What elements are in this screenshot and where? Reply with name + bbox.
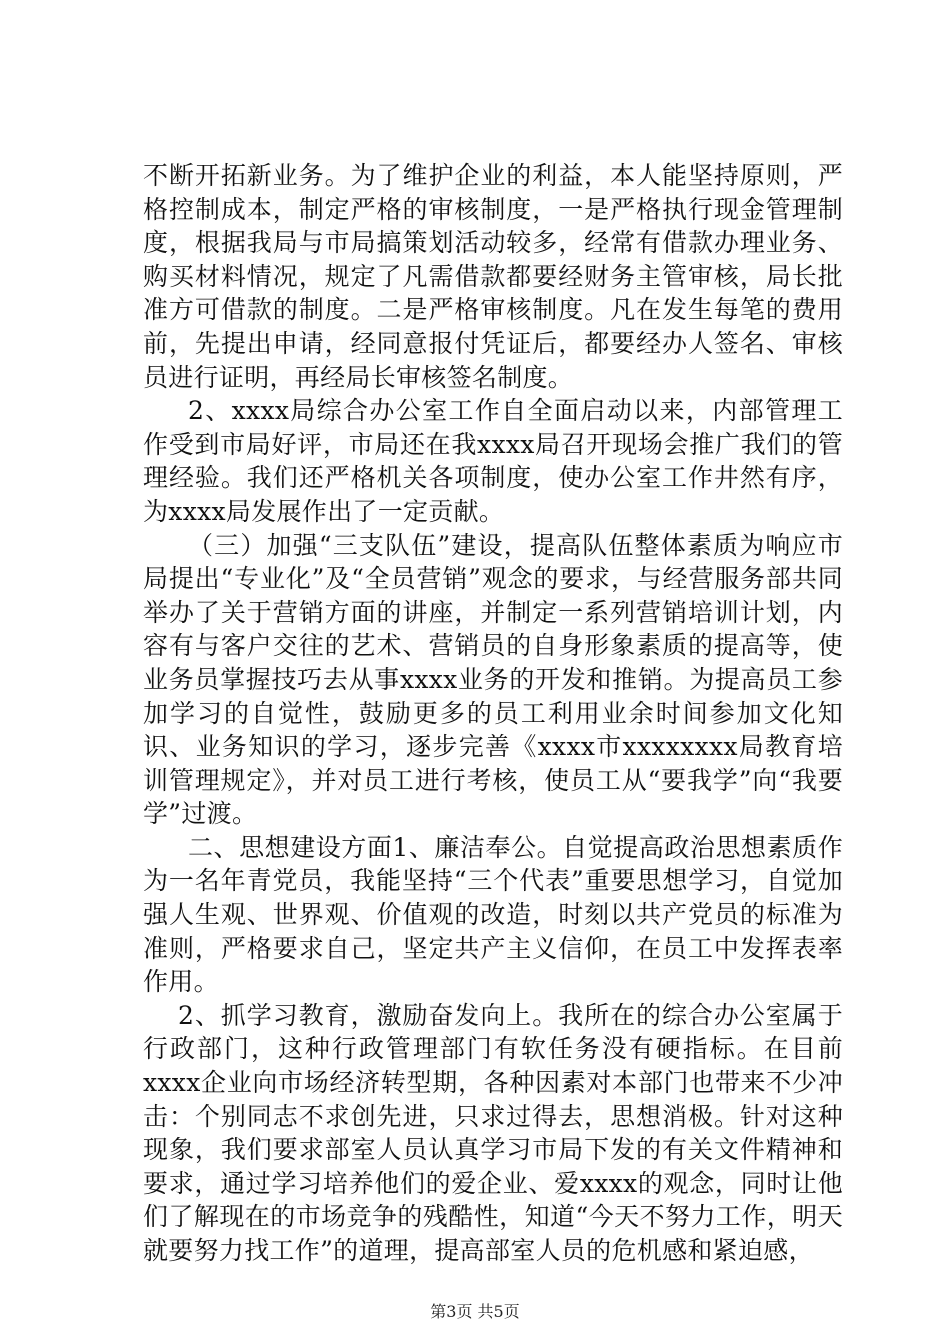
paragraph-1: 不断开拓新业务。为了维护企业的利益，本人能坚持原则，严格控制成本，制定严格的审核制度，一是严格执行现金管理制度，根据我局与市局搞策划活动较多，经常有借款办理业务、购买材料情况，规定了凡需借款都要经财务主管审核，局长批准方可借款的制度。二是严格审核制度。凡在发生每笔的费用前，先提出申请，经同意报付凭证后，都要经办人签名、审核员进行证明，再经局长审核签名制度。 bbox=[143, 161, 843, 392]
paragraph-4: 二、思想建设方面1、廉洁奉公。自觉提高政治思想素质作为一名年青党员，我能坚持“三个代表”重要思想学习，自觉加强人生观、世界观、价值观的改造，时刻以共产党员的标准为准则，严格要求自己，坚定共产主义信仰，在员工中发挥表率作用。 bbox=[143, 832, 843, 997]
paragraph-3: （三）加强“三支队伍”建设，提高队伍整体素质为响应市局提出“专业化”及“全员营销”观念的要求，与经营服务部共同举办了关于营销方面的讲座，并制定一系列营销培训计划，内容有与客户交往的艺术、营销员的自身形象素质的提高等，使业务员掌握技巧去从事xxxx业务的开发和推销。为提高员工参加学习的自觉性，鼓励更多的员工利用业余时间参加文化知识、业务知识的学习，逐步完善《xxxx市xxxxxxxx局教育培训管理规定》，并对员工进行考核，使员工从“要我学”向“我要学”过渡。 bbox=[143, 530, 843, 829]
paragraph-5: 2、抓学习教育，激励奋发向上。我所在的综合办公室属于行政部门，这种行政管理部门有软任务没有硬指标。在目前xxxx企业向市场经济转型期，各种因素对本部门也带来不少冲击：个别同志不求创先进，只求过得去，思想消极。针对这种现象，我们要求部室人员认真学习市局下发的有关文件精神和要求，通过学习培养他们的爱企业、爱xxxx的观念，同时让他们了解现在的市场竞争的残酷性，知道“今天不努力工作，明天就要努力找工作”的道理，提高部室人员的危机感和紧迫感， bbox=[143, 1000, 843, 1265]
document-body bbox=[143, 159, 843, 1268]
paragraph-2: 2、xxxx局综合办公室工作自全面启动以来，内部管理工作受到市局好评，市局还在我xxxx局召开现场会推广我们的管理经验。我们还严格机关各项制度，使办公室工作井然有序，为xxxx局发展作出了一定贡献。 bbox=[143, 396, 843, 526]
page-number-footer: 第3页 共5页 bbox=[430, 1302, 520, 1321]
